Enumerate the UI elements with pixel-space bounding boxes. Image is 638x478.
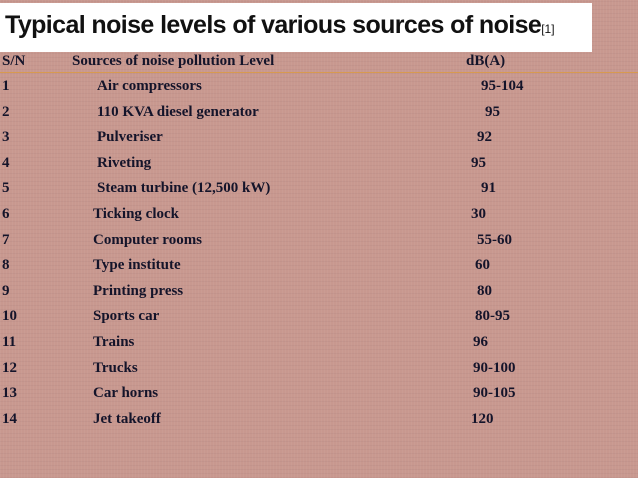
row-source: Air compressors [97, 78, 202, 94]
row-source: Type institute [93, 257, 181, 274]
row-level: 30 [471, 206, 486, 222]
row-source: Riveting [97, 154, 152, 171]
row-sn: 3 [2, 129, 10, 146]
row-source: Computer rooms [93, 231, 203, 248]
row-sn: 7 [2, 231, 10, 248]
slide-title [5, 11, 555, 40]
row-source: Car horns [93, 385, 159, 402]
row-source: Steam turbine (12,500 kW) [97, 180, 271, 197]
row-sn: 13 [2, 385, 17, 402]
row-source: 110 KVA diesel generator [97, 103, 259, 120]
row-sn: 9 [2, 282, 10, 299]
row-level: 92 [477, 129, 492, 146]
row-source: Printing press [93, 282, 184, 299]
row-level: 55-60 [477, 231, 512, 248]
row-sn: 10 [2, 308, 17, 325]
row-level: 95-104 [481, 78, 524, 94]
row-source: Trucks [93, 359, 138, 376]
row-level: 95 [471, 154, 486, 171]
row-level: 90-105 [473, 385, 516, 402]
header-divider [0, 72, 638, 73]
row-level: 90-100 [473, 359, 516, 376]
title-text: Typical noise levels of various sources of noise [5, 11, 542, 39]
row-sn: 6 [2, 206, 10, 222]
row-sn: 14 [2, 410, 17, 427]
row-source: Sports car [93, 308, 160, 325]
row-sn: 2 [2, 103, 10, 120]
row-sn: 4 [2, 154, 10, 171]
header-level: dB(A) [466, 53, 506, 69]
row-source: Pulveriser [97, 129, 163, 146]
row-sn: 8 [2, 257, 10, 274]
header-sn: S/N [2, 53, 26, 69]
title-reference: [1] [541, 22, 555, 36]
row-level: 80 [477, 282, 492, 299]
row-level: 95 [485, 103, 500, 120]
row-sn: 1 [2, 78, 10, 94]
row-level: 60 [475, 257, 490, 274]
row-source: Ticking clock [93, 206, 179, 222]
row-level: 91 [481, 180, 496, 197]
row-level: 120 [471, 410, 494, 427]
row-source: Trains [93, 334, 135, 350]
row-sn: 12 [2, 359, 17, 376]
header-source: Sources of noise pollution Level [72, 53, 275, 69]
row-level: 96 [473, 334, 488, 350]
title-banner [0, 3, 592, 52]
row-level: 80-95 [475, 308, 510, 325]
row-sn: 11 [2, 334, 17, 350]
row-sn: 5 [2, 180, 10, 197]
row-source: Jet takeoff [93, 410, 161, 427]
